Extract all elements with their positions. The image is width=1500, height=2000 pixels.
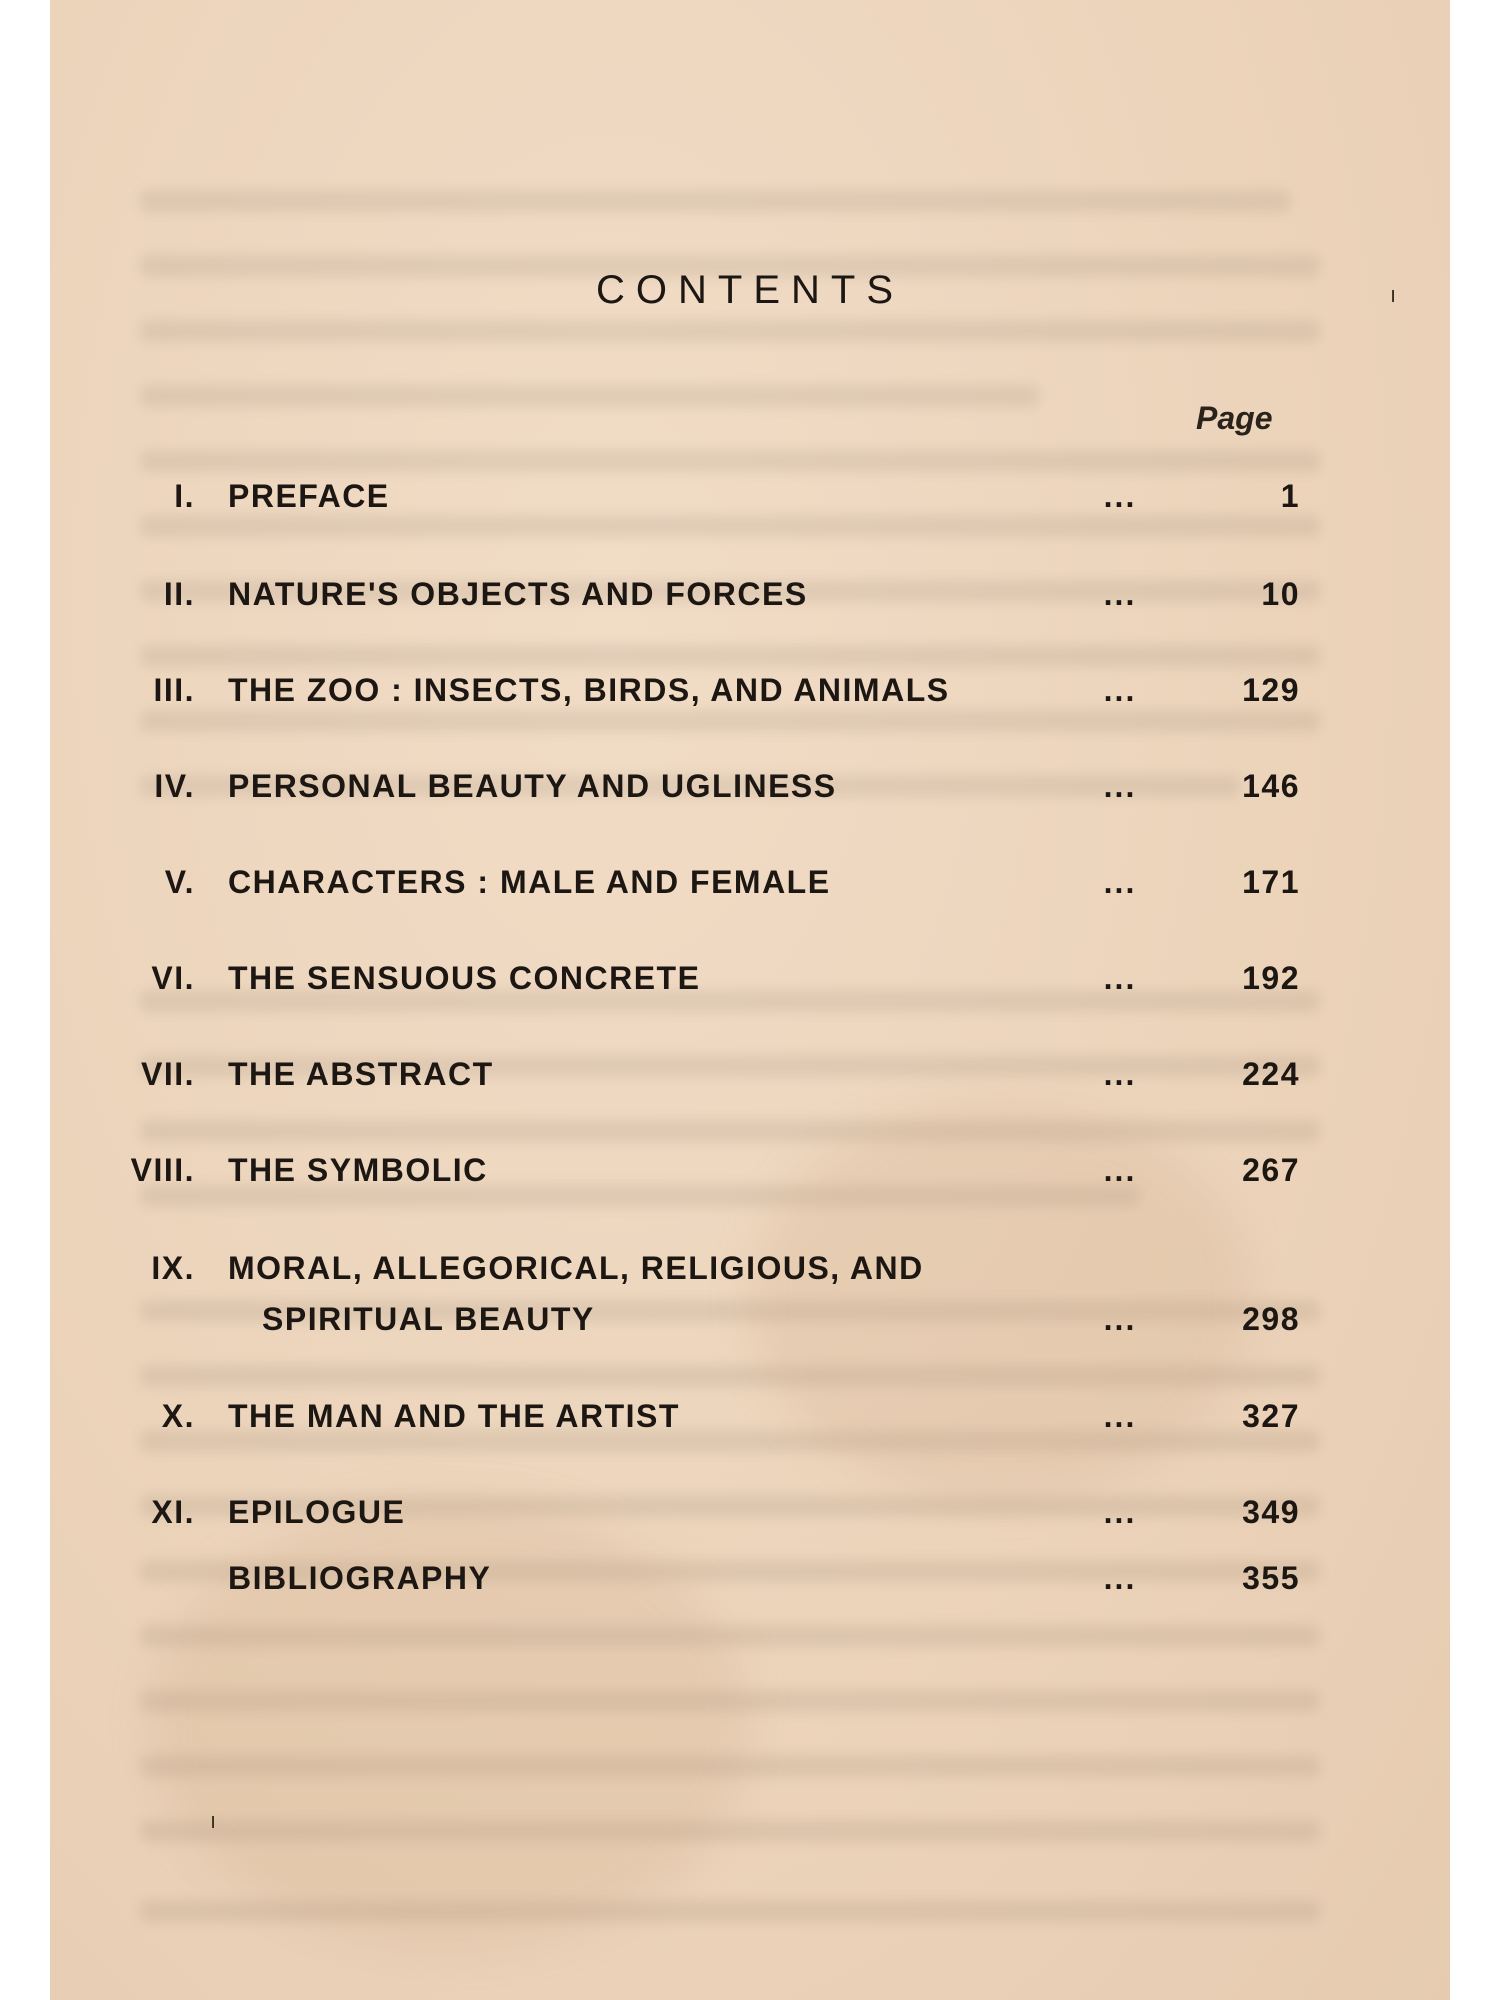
chapter-title: MORAL, ALLEGORICAL, RELIGIOUS, AND (228, 1250, 924, 1286)
page-number: 298 (1242, 1301, 1300, 1337)
chapter-number: VI. (151, 960, 195, 996)
book-page (50, 0, 1450, 2000)
chapter-number: IX. (151, 1250, 195, 1286)
leader-dots: ... (1103, 1152, 1137, 1188)
chapter-title: THE SYMBOLIC (228, 1152, 488, 1188)
leader-dots: ... (1103, 768, 1137, 804)
pencil-mark: ı (1390, 282, 1397, 307)
chapter-number: VIII. (130, 1152, 195, 1188)
leader-dots: ... (1103, 960, 1137, 996)
leader-dots: ... (1103, 1560, 1137, 1596)
chapter-title: BIBLIOGRAPHY (228, 1560, 492, 1596)
leader-dots: ... (1103, 672, 1137, 708)
page-number: 355 (1242, 1560, 1300, 1596)
page-number: 129 (1242, 672, 1300, 708)
chapter-title: THE MAN AND THE ARTIST (228, 1398, 680, 1434)
chapter-number: I. (174, 478, 195, 514)
leader-dots: ... (1103, 576, 1137, 612)
chapter-title: NATURE'S OBJECTS AND FORCES (228, 576, 808, 612)
page-number: 327 (1242, 1398, 1300, 1434)
chapter-title-continuation: SPIRITUAL BEAUTY (262, 1301, 595, 1337)
chapter-title: PERSONAL BEAUTY AND UGLINESS (228, 768, 837, 804)
leader-dots: ... (1103, 1494, 1137, 1530)
page-number: 224 (1242, 1056, 1300, 1092)
chapter-number: XI. (151, 1494, 195, 1530)
chapter-number: X. (161, 1398, 195, 1434)
chapter-title: PREFACE (228, 478, 390, 514)
page-column-header: Page (1196, 400, 1273, 436)
chapter-title: CHARACTERS : MALE AND FEMALE (228, 864, 831, 900)
page-number: 146 (1242, 768, 1300, 804)
page-number: 192 (1242, 960, 1300, 996)
chapter-title: THE ABSTRACT (228, 1056, 494, 1092)
chapter-title: THE SENSUOUS CONCRETE (228, 960, 701, 996)
leader-dots: ... (1103, 1301, 1137, 1337)
page-number: 171 (1242, 864, 1300, 900)
chapter-title: EPILOGUE (228, 1494, 406, 1530)
leader-dots: ... (1103, 864, 1137, 900)
leader-dots: ... (1103, 1398, 1137, 1434)
pencil-mark: ı (210, 1808, 217, 1833)
page-number: 1 (1280, 478, 1300, 514)
chapter-number: VII. (140, 1056, 195, 1092)
contents-title: CONTENTS (596, 268, 904, 312)
leader-dots: ... (1103, 1056, 1137, 1092)
paper-stain (750, 1100, 1250, 1500)
page-number: 349 (1242, 1494, 1300, 1530)
chapter-number: V. (164, 864, 195, 900)
chapter-title: THE ZOO : INSECTS, BIRDS, AND ANIMALS (228, 672, 950, 708)
page-number: 267 (1242, 1152, 1300, 1188)
chapter-number: II. (163, 576, 195, 612)
chapter-number: IV. (154, 768, 195, 804)
chapter-number: III. (153, 672, 195, 708)
leader-dots: ... (1103, 478, 1137, 514)
page-number: 10 (1261, 576, 1300, 612)
